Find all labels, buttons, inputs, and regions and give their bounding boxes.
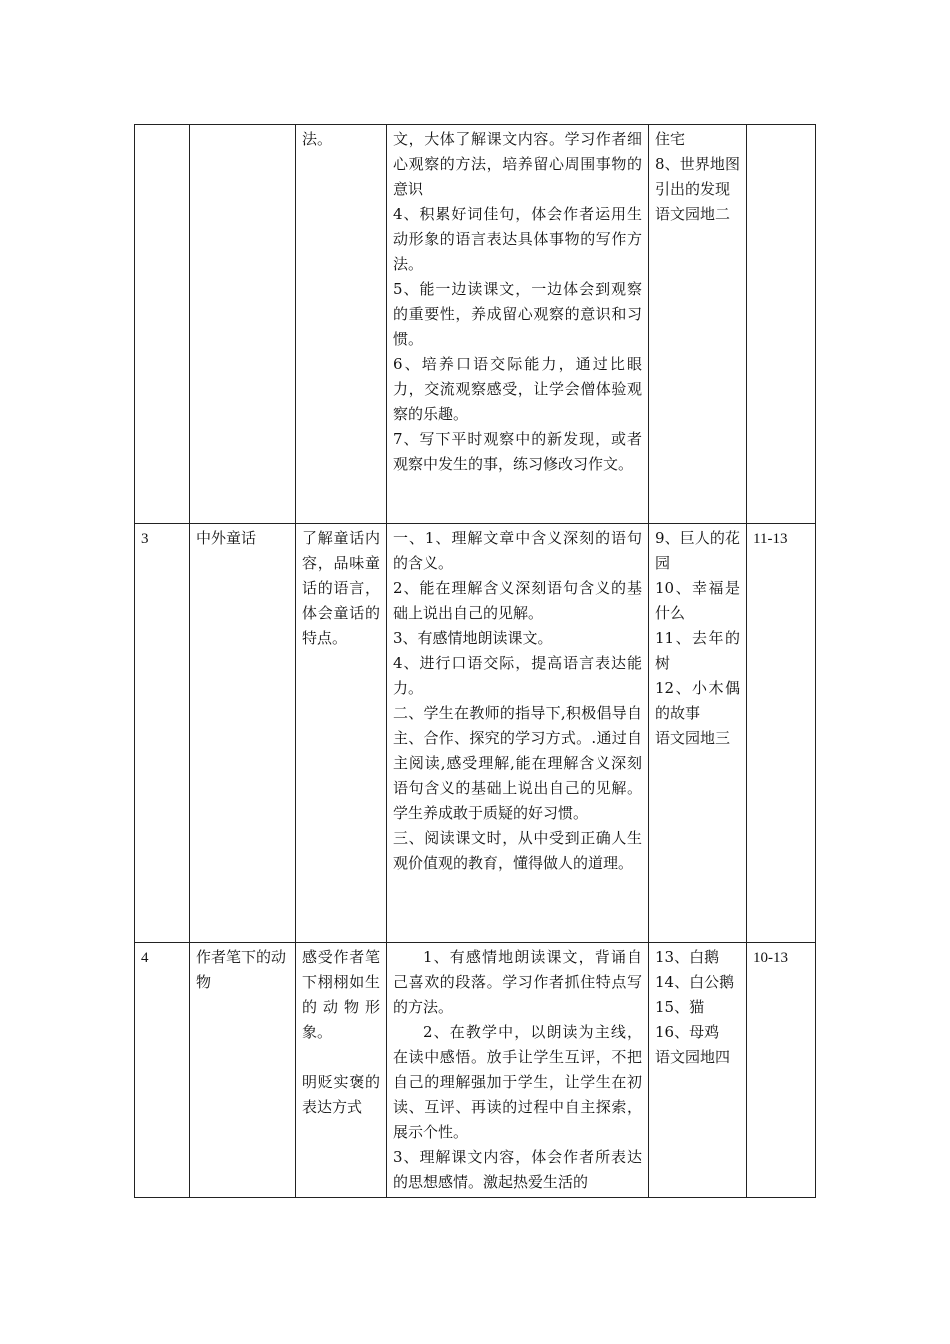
table-row: [135, 524, 816, 943]
unit-goal-cell: 感受作者笔下栩栩如生的动物形象。 明贬实褒的表达方式: [296, 943, 387, 1198]
unit-name-cell: 作者笔下的动物: [190, 943, 296, 1198]
unit-goal-cell: 了解童话内容，品味童话的语言，体会童话的特点。: [296, 524, 387, 943]
weeks-cell: 11-13: [747, 524, 816, 943]
unit-goal-cell: 法。: [296, 125, 387, 524]
unit-name-cell: [190, 125, 296, 524]
lessons-cell: 9、巨人的花园 10、幸福是什么 11、去年的树 12、小木偶的故事 语文园地三: [649, 524, 747, 943]
table-row: [135, 943, 816, 1198]
lessons-cell: 13、白鹅 14、白公鹅 15、猫 16、母鸡 语文园地四: [649, 943, 747, 1198]
unit-name-cell: 中外童话: [190, 524, 296, 943]
unit-number-cell: [135, 125, 190, 524]
weeks-cell: 10-13: [747, 943, 816, 1198]
teaching-plan-table: [134, 124, 816, 1198]
unit-number-cell: 3: [135, 524, 190, 943]
unit-number-cell: 4: [135, 943, 190, 1198]
requirements-cell: 文，大体了解课文内容。学习作者细心观察的方法，培养留心周围事物的意识 4、积累好词佳句，体会作者运用生动形象的语言表达具体事物的写作方法。 5、能一边读课文，一边体会到观察的重要性，养成留心观察的意识和习惯。 6、培养口语交际能力，通过比眼力，交流观察感受，让学会僧体验观察的乐趣。 7、写下平时观察中的新发现，或者观察中发生的事，练习修改习作文。: [387, 125, 649, 524]
requirements-cell: 1、有感情地朗读课文，背诵自己喜欢的段落。学习作者抓住特点写的方法。 2、在教学中，以朗读为主线，在读中感悟。放手让学生互评，不把自己的理解强加于学生，让学生在初读、互评、再读的过程中自主探索，展示个性。 3、理解课文内容，体会作者所表达的思想感情。激起热爱生活的: [387, 943, 649, 1198]
requirements-cell: 一、1、理解文章中含义深刻的语句的含义。 2、能在理解含义深刻语句含义的基础上说出自己的见解。 3、有感情地朗读课文。 4、进行口语交际，提高语言表达能力。 二、学生在教师的指导下,积极倡导自主、合作、探究的学习方式。.通过自主阅读,感受理解,能在理解含义深刻语句含义的基础上说出自己的见解。学生养成敢于质疑的好习惯。 三、阅读课文时，从中受到正确人生观价值观的教育，懂得做人的道理。: [387, 524, 649, 943]
lessons-cell: 住宅 8、世界地图引出的发现 语文园地二: [649, 125, 747, 524]
table-row: [135, 125, 816, 524]
weeks-cell: [747, 125, 816, 524]
